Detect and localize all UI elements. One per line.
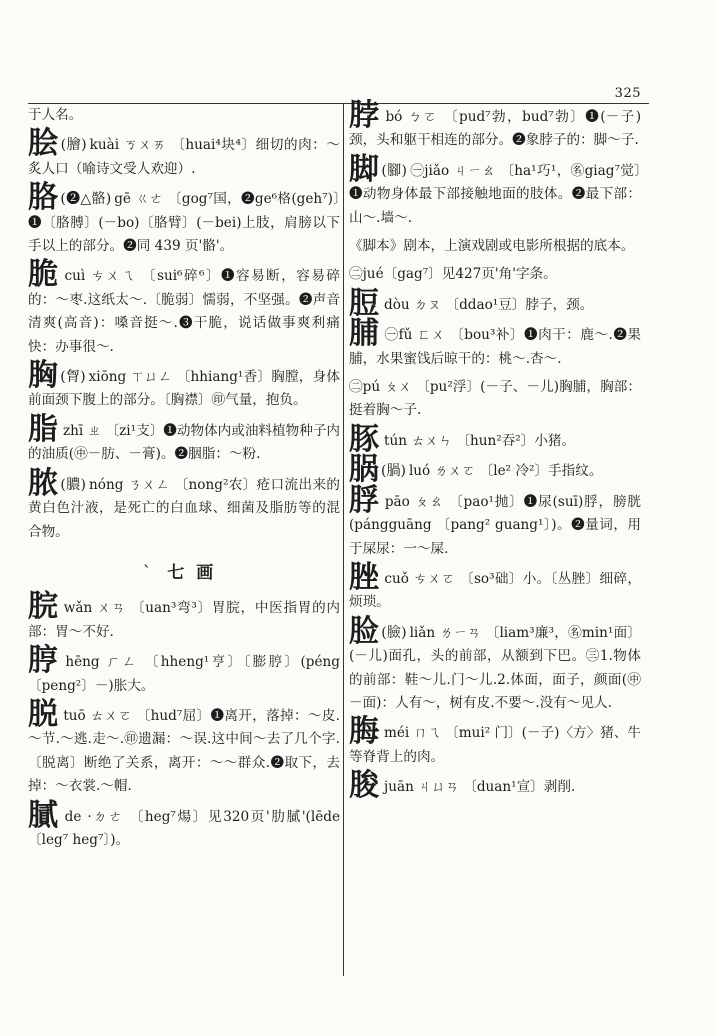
headword: 脱 [28,696,59,732]
headword: 脂 [28,411,59,447]
sub-entry-pu [349,376,641,423]
entry-juan [349,768,641,804]
headword: 脯 [349,316,380,352]
headword: 脆 [28,257,60,293]
definition: ㊁jué〔gag⁷〕见427页'角'字条。 [349,266,557,283]
entry-de [28,797,340,853]
definition: pāo ㄆㄠ 〔pao¹抛〕❶尿(suī)脬，膀胱(pángguāng 〔pang² guang¹〕)。❷量词，用于屎尿：一～屎. [349,493,642,557]
section-header: ˋ 七画 [142,562,226,583]
definition: tuō ㄊㄨㄛ 〔hud⁷屈〕❶离开，落掉：～皮.～节.～逃.走～.㊞遗漏：～误.这中间～去了几个字.〔脱离〕断绝了关系，离开：～～群众.❷取下，去掉：～衣裳.～帽. [28,707,341,795]
sub-entry-jue [349,263,641,286]
definition: ㊀fǔ ㄈㄨ 〔bou³补〕❶肉干：鹿～.❷果脯，水果蜜饯后晾干的：桃～.杏～. [349,327,642,367]
headword: 脰 [349,285,379,321]
sub-entry-jiaoben [349,235,641,258]
entry-bo [349,98,641,153]
headword: 膩 [28,797,60,833]
definition: liǎn ㄌㄧㄢ 〔liam³廉³，㊔min¹面〕(－儿)面孔，头的前部，从额到下巴。㊂1.物体的前部：鞋～儿.门～儿.2.体面，面子，颜面(㊥－面)：人有～，树有皮.不要～.没有～见人. [349,624,641,711]
definition: ㊁pú ㄆㄨ 〔pu²浮〕(－子、－儿)胸脯，胸部：挺着胸～子. [349,379,641,419]
definition: wǎn ㄨㄢ 〔uan³弯³〕胃脘，中医指胃的内部：胃～不好. [28,600,341,640]
entry-cuo [349,559,641,615]
page-number: 325 [614,86,641,101]
definition: hēng ㄏㄥ 〔hheng¹亨〕〔膨脝〕(péng 〔peng²〕－)胀大。 [28,654,340,694]
section-header-text: 七画 [167,562,226,583]
entry-lian [349,613,641,716]
headword: 脬 [349,482,380,518]
variant-form: (胷) [60,369,86,386]
entry-fu [349,316,642,371]
entry-jiao [349,151,641,230]
definition: 《脚本》剧本，上演戏剧或电影所根据的底本。 [349,238,635,255]
entry-pao [349,482,642,561]
entry-xiong [28,358,340,413]
definition: ㊀jiǎo ㄐㄧㄠ 〔ha¹巧¹，㊔giag⁷觉〕❶动物身体最下部接触地面的肢体。❷最下部：山～.墙～. [349,162,641,226]
headword: 脘 [28,589,59,625]
definition: juān ㄐㄩㄢ 〔duan¹宣〕剥削. [384,779,576,796]
definition: zhī ㄓ 〔zi¹支〕❶动物体内或油料植物种子内的油质(㊥－肪、－膏)。❷胭脂：～粉. [28,422,341,463]
definition: méi ㄇㄟ 〔mui² 门〕(－子)〈方〉猪、牛等脊背上的肉。 [349,725,642,765]
definition: cuǒ ㄘㄨㄛ 〔so³础〕小。〔丛脞〕细碎，烦琐。 [349,570,641,611]
headword: 脓 [28,465,59,501]
left-column [28,104,340,996]
entry-mei [349,714,642,769]
entry-tun [349,421,641,457]
continuation-text: 于人名。 [28,107,83,123]
column-divider [343,104,344,976]
definition: de ·ㄉㄜ 〔heg⁷煬〕见320页'肋膩'(lēde 〔leg⁷ heg⁷〕)。 [28,808,340,848]
headword: 胸 [28,358,59,394]
entry-wan [28,589,341,644]
variant-form: (❷△骼) [60,191,112,208]
variant-form: (腡) [381,463,406,480]
headword: 脞 [349,559,380,595]
entry-ge [28,180,340,258]
entry-tuo [28,696,341,799]
entry-heng [28,643,340,698]
entry-kuai [28,126,341,181]
definition: luó ㄌㄨㄛ 〔le² 冷²〕手指纹。 [408,463,603,480]
entry-dou [349,285,641,321]
variant-form: (膿) [60,476,86,493]
entry-zhi [28,411,341,467]
definition: bó ㄅㄛ 〔pud⁷勃，bud⁷勃〕❶(－子)颈，头和躯干相连的部分。❷象脖子的：脚～子. [349,109,641,149]
entry-nong [28,465,340,544]
headword: 脍 [28,126,59,162]
right-column [349,98,642,996]
definition: cuì ㄘㄨㄟ 〔sui⁶碎⁶〕❶容易断，容易碎的：～枣.这纸太～.〔脆弱〕懦弱，不坚强。❷声音清爽(高音)：嗓音挺～.❸干脆，说话做事爽利痛快：办事很～. [28,268,340,355]
headword: 胳 [28,180,59,216]
definition: tún ㄊㄨㄣ 〔hun²吞²〕小猪。 [384,432,576,449]
definition: xiōng ㄒㄩㄥ 〔hhiang¹香〕胸膛，身体前面颈下腹上的部分。〔胸襟〕㊞气量，抱负。 [28,369,340,409]
definition: kuài ㄎㄨㄞ 〔huai⁴块⁴〕细切的肉：～炙人口（喻诗文受人欢迎）. [28,137,341,177]
entry-luo [349,452,641,488]
headword: 脝 [28,643,61,679]
headword: 朘 [349,768,379,804]
headword: 脖 [349,98,381,133]
variant-form: (膾) [60,137,87,154]
headword: 脶 [349,452,379,488]
headword: 脸 [349,613,380,649]
variant-form: (腳) [381,162,407,179]
headword: 脢 [349,714,379,750]
variant-form: (臉) [381,624,407,641]
definition: gē ㄍㄜ 〔gog⁷国，❷ge⁶格(geh⁷)〕❶〔胳膊〕(－bo)〔胳臂〕(－bei)上肢，肩膀以下手以上的部分。❷同 439 页'骼'。 [28,191,340,255]
headword: 脚 [349,151,380,187]
entry-cui [28,257,340,359]
definition: dòu ㄉㄡ 〔ddao¹豆〕脖子，颈。 [384,296,594,313]
definition: nóng ㄋㄨㄥ 〔nong²农〕疮口流出来的黄白色汁液，是死亡的白血球、细菌及脂肪等的混合物。 [28,476,340,540]
headword: 豚 [349,421,379,457]
